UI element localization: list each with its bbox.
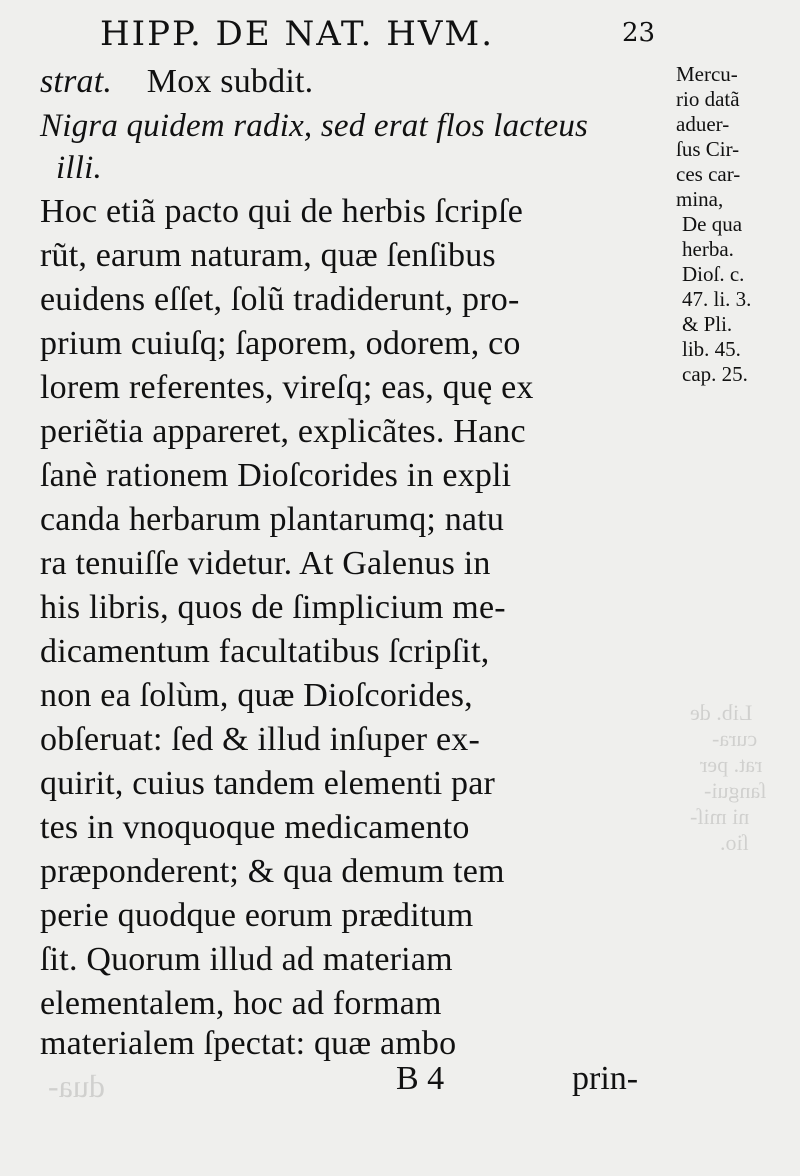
- margin-note-line: ſus Cir-: [676, 137, 740, 161]
- catchword: prin-: [572, 1060, 639, 1097]
- bleed-line: ſangui-: [704, 778, 767, 803]
- margin-note-line: & Pli.: [682, 312, 733, 336]
- bleed-line: ni miſ-: [690, 804, 750, 829]
- bleed-line: cura-: [712, 726, 758, 751]
- bleed-line: Lib. de: [690, 700, 753, 725]
- margin-note-line: Dioſ. c.: [682, 262, 745, 286]
- text-line: prium cuiuſq; ſaporem, odorem, co: [40, 325, 521, 362]
- text-line: dicamentum facultatibus ſcripſit,: [40, 633, 490, 670]
- margin-note-line: lib. 45.: [682, 337, 741, 361]
- continued-word: strat.: [40, 63, 113, 100]
- signature-mark: B 4: [396, 1060, 445, 1097]
- text-line: Hoc etiã pacto qui de herbis ſcripſe: [40, 193, 524, 230]
- text-line: perie quodque eorum præditum: [40, 897, 474, 934]
- margin-note-line: De qua: [682, 212, 743, 236]
- verse-line: Nigra quidem radix, sed erat flos lacteus: [40, 108, 589, 144]
- text-line: materialem ſpectat: quæ ambo: [40, 1025, 457, 1062]
- text-line: ſanè rationem Dioſcorides in expli: [40, 457, 512, 494]
- bleed-line: ſio.: [720, 830, 749, 855]
- margin-note-line: mina,: [676, 187, 724, 211]
- text-line: periẽtia appareret, explicãtes. Hanc: [40, 413, 526, 450]
- running-head-title: HIPP. DE NAT. HVM.: [100, 14, 495, 54]
- text-line: quirit, cuius tandem elementi par: [40, 765, 496, 802]
- bleed-line: rat. per: [700, 752, 763, 777]
- text-line: non ea ſolùm, quæ Dioſcorides,: [40, 677, 473, 714]
- text-line: elementalem, hoc ad formam: [40, 985, 442, 1022]
- verse-line: illi.: [56, 150, 102, 186]
- margin-note-line: herba.: [682, 237, 734, 261]
- margin-note-line: Mercu-: [676, 62, 738, 86]
- text-line: ſit. Quorum illud ad materiam: [40, 941, 453, 978]
- text-line: [40, 62, 313, 102]
- text-line: lorem referentes, vireſq; eas, quę ex: [40, 369, 534, 406]
- margin-note-line: 47. li. 3.: [682, 287, 752, 311]
- page-number: 23: [622, 18, 656, 48]
- text-segment: Mox subdit.: [146, 63, 314, 100]
- text-line: obſeruat: ſed & illud inſuper ex-: [40, 721, 480, 758]
- margin-note-line: ces car-: [676, 162, 741, 186]
- bleed-catchword: dua-: [48, 1068, 105, 1104]
- text-line: canda herbarum plantarumq; natu: [40, 501, 505, 538]
- text-line: euidens eſſet, ſolũ tradiderunt, pro-: [40, 281, 520, 318]
- text-line: præponderent; & qua demum tem: [40, 853, 505, 890]
- margin-note-line: aduer-: [676, 112, 730, 136]
- text-line: rũt, earum naturam, quæ ſenſibus: [40, 237, 496, 274]
- text-line: his libris, quos de ſimplicium me-: [40, 589, 506, 626]
- margin-note-line: rio datã: [676, 87, 740, 111]
- text-line: tes in vnoquoque medicamento: [40, 809, 470, 846]
- margin-note-line: cap. 25.: [682, 362, 748, 386]
- text-line: ra tenuiſſe videtur. At Galenus in: [40, 545, 491, 582]
